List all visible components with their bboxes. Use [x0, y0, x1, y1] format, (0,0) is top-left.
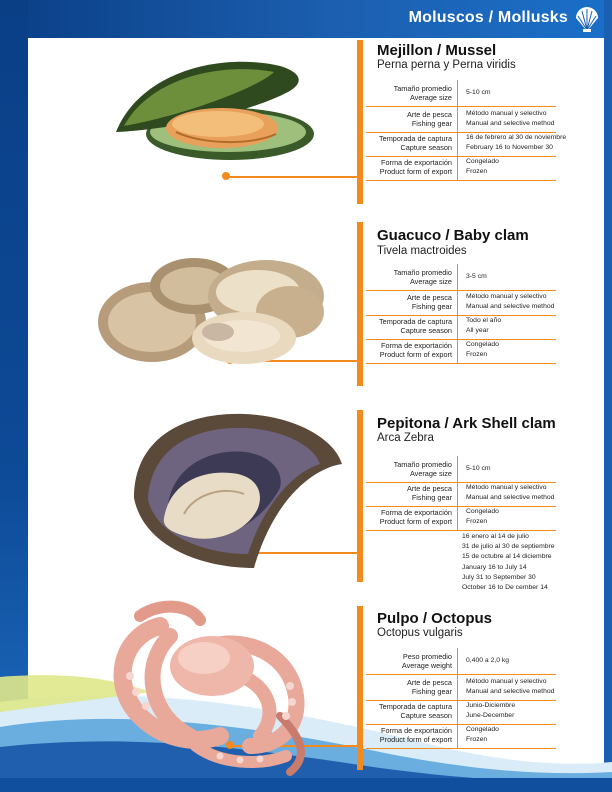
product-scientific-name: Octopus vulgaris [377, 627, 463, 639]
spec-value-en: Manual and selective method [466, 303, 555, 310]
spec-value-en: All year [466, 327, 489, 334]
spec-value: Método manual y selectivo [466, 293, 547, 300]
spec-label: Arte de pesca [406, 110, 452, 119]
spec-value: Congelado [466, 158, 499, 165]
product-title: Mejillon / Mussel [377, 42, 497, 59]
spec-value: 3-5 cm [466, 273, 487, 280]
spec-label-en: Capture season [400, 711, 452, 720]
spec-row [366, 480, 556, 507]
product-scientific-name: Tivela mactroides [377, 245, 467, 257]
leader-dot [222, 172, 230, 180]
spec-label: Temporada de captura [378, 702, 452, 711]
spec-label: Forma de exportación [381, 341, 452, 350]
season-line: October 16 to De cember 14 [462, 584, 548, 592]
spec-row [366, 313, 556, 340]
season-line: January 16 to July 14 [462, 563, 527, 571]
spec-value: Congelado [466, 508, 499, 515]
spec-label: Tamaño promedio [393, 460, 452, 469]
spec-value-en: Manual and selective method [466, 120, 555, 127]
spec-value: 5-10 cm [466, 465, 491, 472]
spec-row [366, 722, 556, 749]
spec-label-en: Fishing gear [411, 119, 452, 128]
spec-row [366, 648, 556, 675]
spec-label-en: Product form of export [379, 350, 452, 359]
spec-row [366, 289, 556, 316]
spec-label-en: Fishing gear [411, 687, 452, 696]
spec-label-en: Capture season [400, 143, 452, 152]
spec-value-en: Frozen [466, 168, 488, 175]
spec-value-en: Frozen [466, 351, 488, 358]
spec-label: Temporada de captura [378, 317, 452, 326]
spec-label-en: Average size [409, 277, 452, 286]
spec-label: Temporada de captura [378, 134, 452, 143]
product-scientific-name: Arca Zebra [377, 432, 434, 444]
ark-shell-image [124, 408, 346, 574]
spec-value: Junio-Diciembre [466, 702, 516, 709]
spec-label: Arte de pesca [406, 484, 452, 493]
spec-value: 0,400 a 2,0 kg [466, 657, 510, 664]
spec-row [366, 456, 556, 483]
spec-value: 16 de febrero al 30 de noviembre [466, 134, 567, 141]
product-title: Pulpo / Octopus [377, 610, 492, 627]
spec-value-en: Manual and selective method [466, 688, 555, 695]
capture-season-list [462, 532, 555, 593]
spec-value: Todo el año [466, 317, 502, 324]
product-title: Pepitona / Ark Shell clam [377, 415, 556, 432]
spec-value-en: Frozen [466, 736, 488, 743]
spec-label-en: Fishing gear [411, 302, 452, 311]
clam-image [94, 252, 334, 370]
spec-row [366, 698, 556, 725]
spec-row [366, 154, 556, 181]
spec-value-en: February 16 to November 30 [466, 144, 553, 151]
spec-value: 5-10 cm [466, 89, 491, 96]
spec-value: Método manual y selectivo [466, 484, 547, 491]
scallop-shell-icon [572, 4, 602, 34]
spec-label: Peso promedio [402, 652, 452, 661]
spec-row [366, 130, 567, 157]
spec-label-en: Product form of export [379, 167, 452, 176]
spec-label: Forma de exportación [381, 726, 452, 735]
spec-value-en: Manual and selective method [466, 494, 555, 501]
spec-label-en: Product form of export [379, 517, 452, 526]
spec-label: Tamaño promedio [393, 268, 452, 277]
spec-value-en: June-December [466, 712, 515, 719]
spec-value: Método manual y selectivo [466, 110, 547, 117]
section-accent-bar [357, 40, 363, 204]
spec-label-en: Capture season [400, 326, 452, 335]
season-line: 16 enero al 14 de julio [462, 533, 529, 540]
spec-value: Método manual y selectivo [466, 678, 547, 685]
spec-label-en: Average weight [401, 661, 452, 670]
octopus-image [100, 596, 326, 778]
spec-value: Congelado [466, 726, 499, 733]
product-scientific-name: Perna perna y Perna viridis [377, 59, 516, 71]
section-accent-bar [357, 410, 363, 582]
spec-label-en: Fishing gear [411, 493, 452, 502]
spec-label-en: Product form of export [379, 735, 452, 744]
bottom-frame-band [0, 778, 612, 792]
spec-row [366, 264, 556, 291]
season-line: 15 de octubre al 14 diciembre [462, 553, 552, 561]
mussel-image [110, 52, 316, 170]
leader-line [228, 176, 358, 178]
spec-label: Arte de pesca [406, 293, 452, 302]
spec-label-en: Average size [409, 93, 452, 102]
spec-row [366, 106, 556, 133]
spec-value-en: Frozen [466, 518, 488, 525]
spec-row [366, 337, 556, 364]
spec-row [366, 504, 556, 531]
page-title: Moluscos / Mollusks [408, 9, 568, 26]
spec-row [366, 80, 556, 107]
spec-label: Tamaño promedio [393, 84, 452, 93]
season-line: July 31 to September 30 [462, 573, 536, 581]
spec-label: Forma de exportación [381, 158, 452, 167]
spec-row [366, 674, 556, 701]
product-title: Guacuco / Baby clam [377, 227, 529, 244]
season-line: 31 de julio al 30 de septiembre [462, 543, 555, 551]
spec-value: Congelado [466, 341, 499, 348]
spec-label: Forma de exportación [381, 508, 452, 517]
spec-label: Arte de pesca [406, 678, 452, 687]
spec-label-en: Average size [409, 469, 452, 478]
